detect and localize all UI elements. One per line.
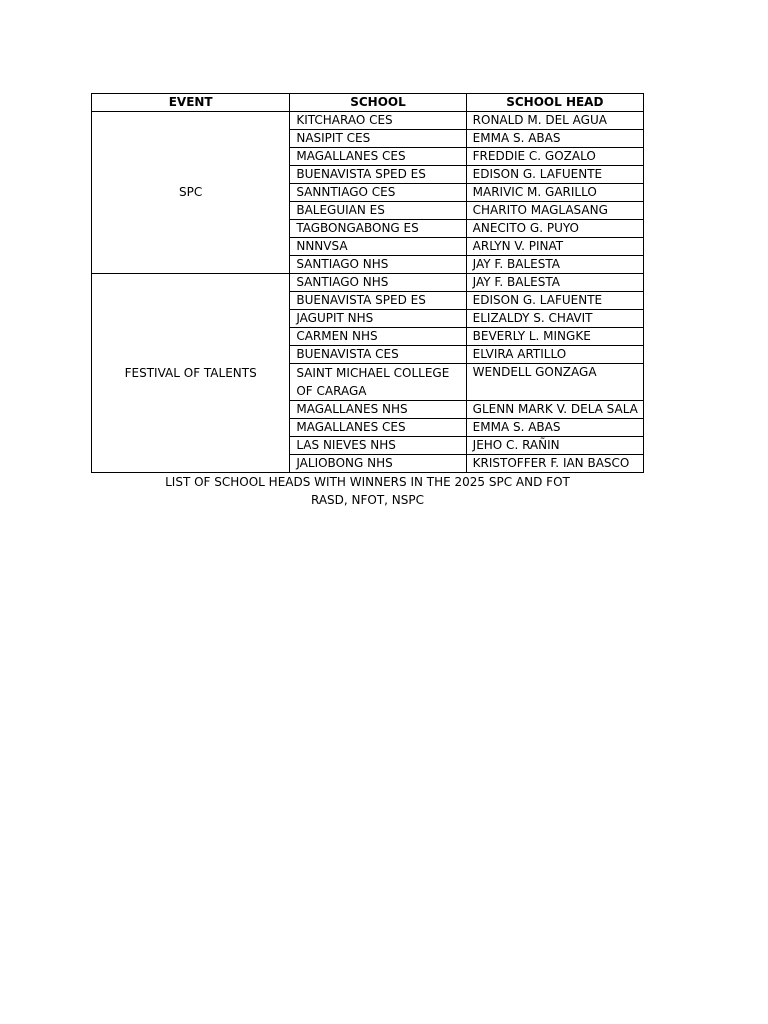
table-caption	[91, 473, 644, 509]
table-header-row	[92, 94, 644, 112]
school-head-cell: JAY F. BALESTA	[466, 274, 643, 292]
school-head-cell: KRISTOFFER F. IAN BASCO	[466, 455, 643, 473]
school-cell: MAGALLANES CES	[290, 148, 466, 166]
school-head-cell: EDISON G. LAFUENTE	[466, 166, 643, 184]
school-cell: MAGALLANES CES	[290, 419, 466, 437]
school-head-cell: BEVERLY L. MINGKE	[466, 328, 643, 346]
school-cell: BUENAVISTA SPED ES	[290, 166, 466, 184]
school-head-cell: WENDELL GONZAGA	[466, 364, 643, 401]
header-school: SCHOOL	[290, 94, 466, 112]
school-head-cell: ELVIRA ARTILLO	[466, 346, 643, 364]
school-head-cell: ANECITO G. PUYO	[466, 220, 643, 238]
header-school-head: SCHOOL HEAD	[466, 94, 643, 112]
school-head-cell: ELIZALDY S. CHAVIT	[466, 310, 643, 328]
school-cell: MAGALLANES NHS	[290, 401, 466, 419]
school-head-cell: JAY F. BALESTA	[466, 256, 643, 274]
event-cell: FESTIVAL OF TALENTS	[92, 274, 290, 473]
school-cell: JAGUPIT NHS	[290, 310, 466, 328]
caption-line-2: RASD, NFOT, NSPC	[310, 493, 425, 507]
event-cell: SPC	[92, 112, 290, 274]
school-cell: NNNVSA	[290, 238, 466, 256]
school-cell: NASIPIT CES	[290, 130, 466, 148]
school-cell: TAGBONGABONG ES	[290, 220, 466, 238]
school-head-cell: ARLYN V. PINAT	[466, 238, 643, 256]
caption-line-1: LIST OF SCHOOL HEADS WITH WINNERS IN THE 2025 SPC AND FOT	[165, 475, 570, 489]
school-cell: LAS NIEVES NHS	[290, 437, 466, 455]
school-cell: CARMEN NHS	[290, 328, 466, 346]
school-cell: BUENAVISTA CES	[290, 346, 466, 364]
school-cell: SANTIAGO NHS	[290, 274, 466, 292]
school-heads-table	[91, 93, 644, 473]
table-body	[92, 112, 644, 473]
table-row	[92, 112, 644, 130]
school-cell: JALIOBONG NHS	[290, 455, 466, 473]
school-head-cell: EMMA S. ABAS	[466, 419, 643, 437]
school-cell: KITCHARAO CES	[290, 112, 466, 130]
school-head-cell: EMMA S. ABAS	[466, 130, 643, 148]
school-cell: SANNTIAGO CES	[290, 184, 466, 202]
school-head-cell: RONALD M. DEL AGUA	[466, 112, 643, 130]
header-event: EVENT	[92, 94, 290, 112]
school-head-cell: JEHO C. RAÑIN	[466, 437, 643, 455]
school-cell: BUENAVISTA SPED ES	[290, 292, 466, 310]
school-cell: SAINT MICHAEL COLLEGE OF CARAGA	[290, 364, 466, 401]
school-head-cell: EDISON G. LAFUENTE	[466, 292, 643, 310]
school-head-cell: MARIVIC M. GARILLO	[466, 184, 643, 202]
table-row	[92, 274, 644, 292]
school-head-cell: CHARITO MAGLASANG	[466, 202, 643, 220]
school-cell: SANTIAGO NHS	[290, 256, 466, 274]
school-head-cell: FREDDIE C. GOZALO	[466, 148, 643, 166]
document-sheet	[91, 93, 644, 509]
school-head-cell: GLENN MARK V. DELA SALA	[466, 401, 643, 419]
school-cell: BALEGUIAN ES	[290, 202, 466, 220]
